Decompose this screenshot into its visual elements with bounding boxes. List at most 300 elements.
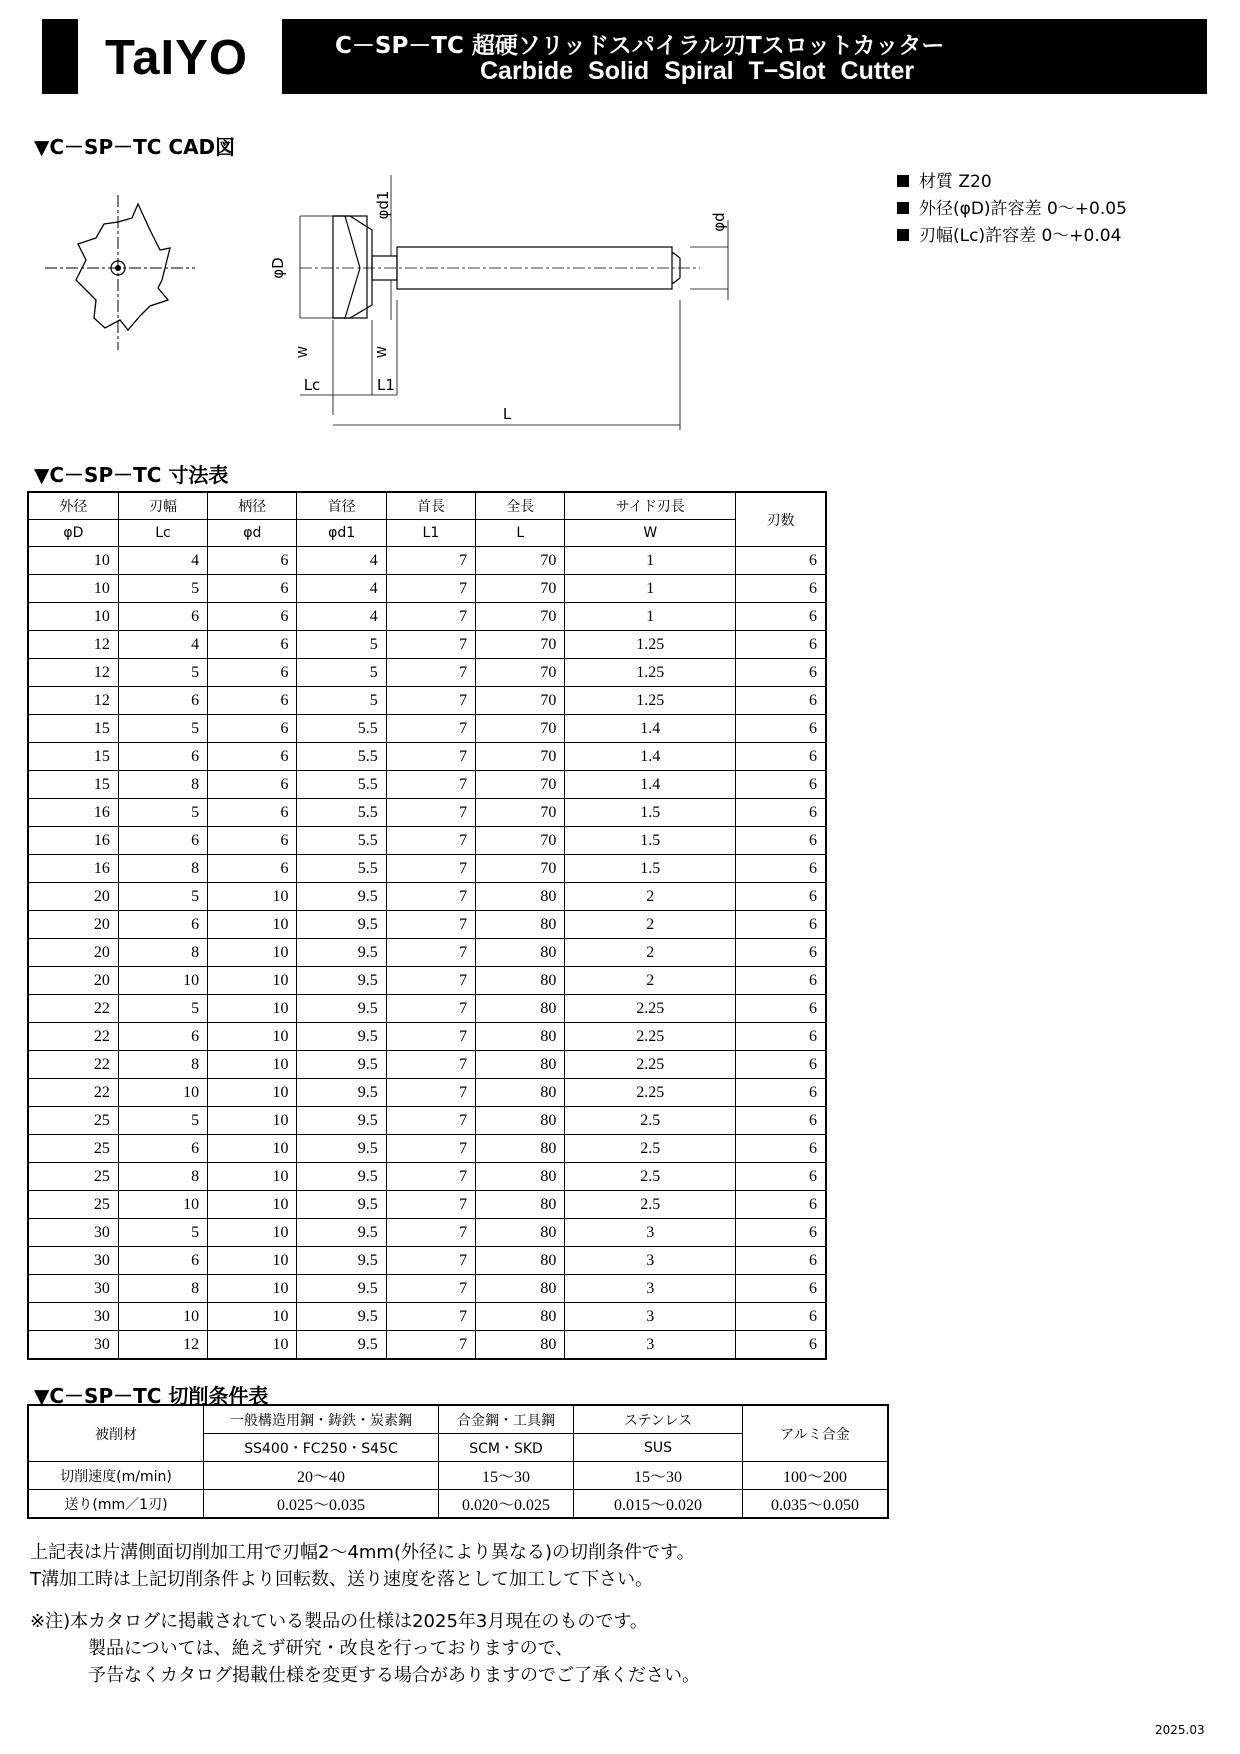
table-cell: 9.5: [297, 995, 386, 1023]
th-sub-Lc: Lc: [118, 520, 207, 547]
table-cell: 7: [386, 1079, 475, 1107]
table-cell: 7: [386, 1051, 475, 1079]
table-cell: 1: [565, 603, 736, 631]
table-cell: 7: [386, 827, 475, 855]
table-cell: 9.5: [297, 939, 386, 967]
table-cell: 9.5: [297, 1247, 386, 1275]
table-cell: 7: [386, 575, 475, 603]
table-cell: 7: [386, 1023, 475, 1051]
title-japanese: C－SP－TC 超硬ソリッドスパイラル刃Tスロットカッター: [335, 33, 945, 59]
table-cell: 70: [476, 771, 565, 799]
table-cell: 5: [118, 799, 207, 827]
table-cell: 3: [565, 1247, 736, 1275]
table-cell: 12: [28, 659, 118, 687]
table-row: [28, 911, 826, 939]
table-cell: 10: [208, 1107, 297, 1135]
table-cell: 22: [28, 1079, 118, 1107]
cut-row-speed: [28, 1462, 888, 1490]
table-cell: 70: [476, 547, 565, 575]
table-cell: 80: [476, 939, 565, 967]
taiyo-logo: TaIYO: [105, 31, 248, 85]
table-cell: 7: [386, 1331, 475, 1360]
table-cell: 4: [297, 575, 386, 603]
table-cell: 6: [208, 603, 297, 631]
table-cell: 10: [208, 883, 297, 911]
table-cell: 10: [118, 1079, 207, 1107]
table-cell: 16: [28, 827, 118, 855]
table-cell: 10: [208, 911, 297, 939]
note-line-1: 上記表は片溝側面切削加工用で刃幅2～4mm(外径により異なる)の切削条件です。: [30, 1542, 695, 1563]
table-cell: 7: [386, 1107, 475, 1135]
cut-feed-label: 送り(mm／1刃): [28, 1490, 204, 1519]
table-cell: 80: [476, 1107, 565, 1135]
table-cell: 6: [736, 1163, 826, 1191]
table-cell: 6: [208, 799, 297, 827]
th-outer-diameter: 外径: [28, 492, 118, 520]
table-cell: 9.5: [297, 1079, 386, 1107]
table-cell: 16: [28, 855, 118, 883]
table-cell: 6: [736, 1219, 826, 1247]
table-cell: 3: [565, 1219, 736, 1247]
table-row: [28, 995, 826, 1023]
table-cell: 7: [386, 687, 475, 715]
table-cell: 7: [386, 715, 475, 743]
cut-grade-alloy: SCM・SKD: [439, 1434, 574, 1462]
table-cell: 70: [476, 715, 565, 743]
th-sub-L: L: [476, 520, 565, 547]
table-cell: 80: [476, 995, 565, 1023]
table-cell: 20: [28, 967, 118, 995]
table-cell: 6: [736, 883, 826, 911]
table-cell: 6: [736, 939, 826, 967]
th-shank-diameter: 柄径: [208, 492, 297, 520]
table-cell: 2.25: [565, 1079, 736, 1107]
table-cell: 4: [118, 631, 207, 659]
label-D: φD: [269, 257, 287, 279]
table-cell: 6: [736, 603, 826, 631]
table-cell: 7: [386, 1135, 475, 1163]
table-row: [28, 771, 826, 799]
table-cell: 30: [28, 1247, 118, 1275]
table-cell: 2: [565, 967, 736, 995]
table-cell: 10: [208, 1247, 297, 1275]
table-cell: 9.5: [297, 1163, 386, 1191]
table-cell: 80: [476, 1051, 565, 1079]
table-cell: 70: [476, 687, 565, 715]
table-cell: 1.25: [565, 687, 736, 715]
table-cell: 3: [565, 1303, 736, 1331]
table-cell: 30: [28, 1219, 118, 1247]
table-cell: 7: [386, 743, 475, 771]
cut-speed-alloy: 15～30: [439, 1462, 574, 1490]
label-d1: φd1: [374, 190, 392, 220]
table-cell: 10: [208, 1191, 297, 1219]
table-cell: 6: [736, 1135, 826, 1163]
table-cell: 6: [118, 1247, 207, 1275]
table-cell: 70: [476, 855, 565, 883]
table-cell: 20: [28, 911, 118, 939]
table-cell: 6: [736, 1303, 826, 1331]
disclaimer-line-1: ※注)本カタログに掲載されている製品の仕様は2025年3月現在のものです。: [30, 1611, 648, 1632]
table-cell: 1.4: [565, 743, 736, 771]
cutter-front-view: [45, 195, 195, 350]
table-cell: 6: [736, 1079, 826, 1107]
cut-speed-stainless: 15～30: [574, 1462, 743, 1490]
table-cell: 9.5: [297, 1219, 386, 1247]
table-cell: 2.5: [565, 1107, 736, 1135]
table-cell: 6: [208, 855, 297, 883]
spec-width-tolerance: 刃幅(Lc)許容差 0～+0.04: [897, 221, 1121, 246]
table-cell: 6: [736, 967, 826, 995]
cut-row-feed: [28, 1490, 888, 1519]
table-cell: 6: [208, 743, 297, 771]
table-cell: 7: [386, 771, 475, 799]
table-cell: 1: [565, 547, 736, 575]
table-cell: 2.25: [565, 1023, 736, 1051]
label-w2: W: [375, 346, 389, 358]
table-cell: 2.5: [565, 1163, 736, 1191]
table-row: [28, 1079, 826, 1107]
table-cell: 10: [208, 1275, 297, 1303]
table-cell: 7: [386, 631, 475, 659]
table-cell: 80: [476, 1191, 565, 1219]
table-cell: 80: [476, 1303, 565, 1331]
table-cell: 8: [118, 855, 207, 883]
table-cell: 6: [736, 827, 826, 855]
spec-material: 材質 Z20: [897, 167, 992, 192]
table-cell: 70: [476, 575, 565, 603]
table-row: [28, 827, 826, 855]
table-cell: 5: [118, 575, 207, 603]
disclaimer-line-2: 製品については、絶えず研究・改良を行っておりますので、: [88, 1638, 574, 1659]
table-cell: 80: [476, 1079, 565, 1107]
title-english: Carbide Solid Spiral T−Slot Cutter: [480, 57, 915, 85]
table-row: [28, 715, 826, 743]
table-cell: 7: [386, 1275, 475, 1303]
table-cell: 5: [118, 1219, 207, 1247]
table-cell: 15: [28, 743, 118, 771]
table-cell: 1.25: [565, 631, 736, 659]
table-cell: 1.5: [565, 855, 736, 883]
table-cell: 25: [28, 1107, 118, 1135]
table-cell: 10: [208, 1135, 297, 1163]
cut-feed-general: 0.025～0.035: [204, 1490, 439, 1519]
table-cell: 10: [208, 995, 297, 1023]
table-cell: 10: [28, 547, 118, 575]
table-cell: 70: [476, 799, 565, 827]
table-cell: 10: [208, 1303, 297, 1331]
table-row: [28, 855, 826, 883]
table-cell: 9.5: [297, 1023, 386, 1051]
table-cell: 10: [28, 575, 118, 603]
table-cell: 6: [736, 1191, 826, 1219]
table-cell: 10: [118, 967, 207, 995]
cut-material-label: 被削材: [28, 1405, 204, 1462]
table-row: [28, 687, 826, 715]
table-cell: 8: [118, 1051, 207, 1079]
table-cell: 7: [386, 911, 475, 939]
table-cell: 30: [28, 1331, 118, 1360]
table-cell: 10: [208, 1023, 297, 1051]
table-cell: 80: [476, 1275, 565, 1303]
table-cell: 10: [208, 1051, 297, 1079]
table-cell: 10: [118, 1303, 207, 1331]
table-cell: 9.5: [297, 911, 386, 939]
table-cell: 1.25: [565, 659, 736, 687]
table-cell: 6: [208, 687, 297, 715]
disclaimer-line-3: 予告なくカタログ掲載仕様を変更する場合がありますのでご了承ください。: [88, 1665, 700, 1686]
table-cell: 7: [386, 1247, 475, 1275]
table-row: [28, 1051, 826, 1079]
cut-feed-stainless: 0.015～0.020: [574, 1490, 743, 1519]
table-cell: 8: [118, 1275, 207, 1303]
table-cell: 6: [736, 1331, 826, 1360]
table-cell: 10: [208, 967, 297, 995]
th-sub-L1: L1: [386, 520, 475, 547]
cut-group-general-steel: 一般構造用鋼・鋳鉄・炭素鋼: [204, 1405, 439, 1434]
table-cell: 6: [736, 1247, 826, 1275]
table-row: [28, 547, 826, 575]
table-cell: 9.5: [297, 883, 386, 911]
table-cell: 10: [208, 1163, 297, 1191]
table-cell: 80: [476, 1163, 565, 1191]
table-cell: 70: [476, 827, 565, 855]
table-cell: 6: [118, 827, 207, 855]
table-cell: 6: [736, 1023, 826, 1051]
table-cell: 15: [28, 715, 118, 743]
cutter-side-view: [300, 216, 700, 318]
table-row: [28, 1163, 826, 1191]
table-cell: 5.5: [297, 743, 386, 771]
th-sub-d: φd: [208, 520, 297, 547]
table-cell: 5.5: [297, 771, 386, 799]
table-cell: 6: [208, 575, 297, 603]
table-cell: 6: [736, 743, 826, 771]
table-cell: 4: [297, 547, 386, 575]
table-cell: 12: [28, 631, 118, 659]
table-cell: 5: [118, 1107, 207, 1135]
table-row: [28, 575, 826, 603]
table-cell: 12: [118, 1331, 207, 1360]
table-cell: 7: [386, 1303, 475, 1331]
cut-group-alloy-steel: 合金鋼・工具鋼: [439, 1405, 574, 1434]
table-cell: 1.5: [565, 827, 736, 855]
table-cell: 7: [386, 603, 475, 631]
table-cell: 10: [28, 603, 118, 631]
dimension-heading: ▼C－SP－TC 寸法表: [34, 463, 229, 487]
table-cell: 80: [476, 1135, 565, 1163]
table-cell: 22: [28, 1051, 118, 1079]
table-cell: 2.5: [565, 1191, 736, 1219]
table-cell: 7: [386, 855, 475, 883]
table-row: [28, 659, 826, 687]
table-cell: 1.4: [565, 715, 736, 743]
th-sub-D: φD: [28, 520, 118, 547]
cutting-table: [27, 1404, 889, 1519]
table-cell: 1: [565, 575, 736, 603]
cut-feed-aluminum: 0.035～0.050: [743, 1490, 889, 1519]
table-cell: 5.5: [297, 827, 386, 855]
table-cell: 6: [118, 687, 207, 715]
table-cell: 6: [118, 911, 207, 939]
table-cell: 9.5: [297, 1331, 386, 1360]
table-cell: 5.5: [297, 799, 386, 827]
table-cell: 6: [208, 659, 297, 687]
table-cell: 8: [118, 939, 207, 967]
table-cell: 3: [565, 1275, 736, 1303]
cut-group-aluminum: アルミ合金: [743, 1405, 889, 1462]
table-cell: 80: [476, 883, 565, 911]
table-cell: 5: [118, 659, 207, 687]
table-cell: 80: [476, 911, 565, 939]
th-flutes: 刃数: [736, 492, 826, 547]
table-cell: 2.5: [565, 1135, 736, 1163]
issue-date: 2025.03: [1155, 1723, 1205, 1737]
th-sub-W: W: [565, 520, 736, 547]
dim-subheader-row: [28, 520, 826, 547]
table-row: [28, 743, 826, 771]
table-cell: 80: [476, 1219, 565, 1247]
table-cell: 3: [565, 1331, 736, 1360]
table-cell: 6: [118, 1135, 207, 1163]
cut-speed-label: 切削速度(m/min): [28, 1462, 204, 1490]
table-cell: 12: [28, 687, 118, 715]
table-cell: 2: [565, 911, 736, 939]
dim-header-row: [28, 492, 826, 520]
table-cell: 70: [476, 631, 565, 659]
table-cell: 9.5: [297, 1051, 386, 1079]
table-cell: 6: [208, 715, 297, 743]
table-cell: 70: [476, 603, 565, 631]
table-cell: 9.5: [297, 1303, 386, 1331]
table-cell: 6: [208, 547, 297, 575]
table-cell: 15: [28, 771, 118, 799]
table-cell: 2: [565, 883, 736, 911]
cut-feed-alloy: 0.020～0.025: [439, 1490, 574, 1519]
table-cell: 6: [736, 659, 826, 687]
cut-grade-stainless: SUS: [574, 1434, 743, 1462]
table-cell: 1.5: [565, 799, 736, 827]
table-cell: 5.5: [297, 715, 386, 743]
table-cell: 5: [118, 883, 207, 911]
table-cell: 6: [736, 911, 826, 939]
table-cell: 6: [736, 1107, 826, 1135]
table-cell: 70: [476, 743, 565, 771]
table-cell: 6: [736, 575, 826, 603]
table-cell: 6: [208, 771, 297, 799]
table-cell: 5.5: [297, 855, 386, 883]
th-blade-width: 刃幅: [118, 492, 207, 520]
th-side-blade-length: サイド刃長: [565, 492, 736, 520]
table-cell: 6: [736, 771, 826, 799]
table-cell: 6: [208, 631, 297, 659]
table-cell: 8: [118, 771, 207, 799]
cut-speed-aluminum: 100～200: [743, 1462, 889, 1490]
table-cell: 10: [208, 1219, 297, 1247]
table-row: [28, 883, 826, 911]
table-cell: 6: [736, 547, 826, 575]
table-row: [28, 1275, 826, 1303]
table-cell: 9.5: [297, 1107, 386, 1135]
cad-heading: ▼C－SP－TC CAD図: [34, 135, 236, 159]
table-cell: 80: [476, 1247, 565, 1275]
table-cell: 80: [476, 967, 565, 995]
table-cell: 6: [118, 603, 207, 631]
table-cell: 6: [736, 1051, 826, 1079]
table-row: [28, 967, 826, 995]
table-cell: 7: [386, 995, 475, 1023]
table-cell: 22: [28, 995, 118, 1023]
table-cell: 9.5: [297, 1275, 386, 1303]
label-l1: L1: [377, 376, 395, 394]
table-cell: 7: [386, 547, 475, 575]
table-cell: 2.25: [565, 995, 736, 1023]
table-cell: 6: [118, 743, 207, 771]
cad-drawing: [0, 160, 800, 440]
table-cell: 25: [28, 1135, 118, 1163]
table-cell: 7: [386, 799, 475, 827]
cut-group-stainless: ステンレス: [574, 1405, 743, 1434]
table-cell: 7: [386, 1163, 475, 1191]
table-cell: 5: [118, 715, 207, 743]
table-row: [28, 939, 826, 967]
table-cell: 9.5: [297, 1135, 386, 1163]
table-row: [28, 1303, 826, 1331]
table-row: [28, 799, 826, 827]
table-cell: 80: [476, 1331, 565, 1360]
table-cell: 7: [386, 967, 475, 995]
label-l: L: [502, 405, 512, 423]
table-cell: 80: [476, 1023, 565, 1051]
table-row: [28, 1023, 826, 1051]
table-cell: 5: [297, 659, 386, 687]
table-row: [28, 1135, 826, 1163]
table-row: [28, 1331, 826, 1360]
note-line-2: T溝加工時は上記切削条件より回転数、送り速度を落として加工して下さい。: [30, 1569, 653, 1590]
table-cell: 7: [386, 939, 475, 967]
table-cell: 10: [208, 1331, 297, 1360]
table-cell: 7: [386, 883, 475, 911]
header-title-bar: [282, 19, 1207, 94]
table-cell: 5: [118, 995, 207, 1023]
table-cell: 1.4: [565, 771, 736, 799]
table-cell: 20: [28, 939, 118, 967]
table-row: [28, 1247, 826, 1275]
table-cell: 30: [28, 1275, 118, 1303]
table-cell: 20: [28, 883, 118, 911]
table-row: [28, 631, 826, 659]
table-cell: 8: [118, 1163, 207, 1191]
table-cell: 4: [297, 603, 386, 631]
table-cell: 6: [208, 827, 297, 855]
table-row: [28, 1219, 826, 1247]
table-cell: 30: [28, 1303, 118, 1331]
table-cell: 16: [28, 799, 118, 827]
table-cell: 7: [386, 1191, 475, 1219]
table-cell: 5: [297, 631, 386, 659]
table-cell: 6: [736, 995, 826, 1023]
table-cell: 4: [118, 547, 207, 575]
table-cell: 10: [208, 939, 297, 967]
cutting-heading: ▼C－SP－TC 切削条件表: [34, 1384, 269, 1408]
table-cell: 6: [118, 1023, 207, 1051]
table-cell: 5: [297, 687, 386, 715]
table-cell: 70: [476, 659, 565, 687]
cut-speed-general: 20～40: [204, 1462, 439, 1490]
label-w1: W: [296, 346, 310, 358]
table-cell: 6: [736, 687, 826, 715]
label-lc: Lc: [303, 376, 321, 394]
